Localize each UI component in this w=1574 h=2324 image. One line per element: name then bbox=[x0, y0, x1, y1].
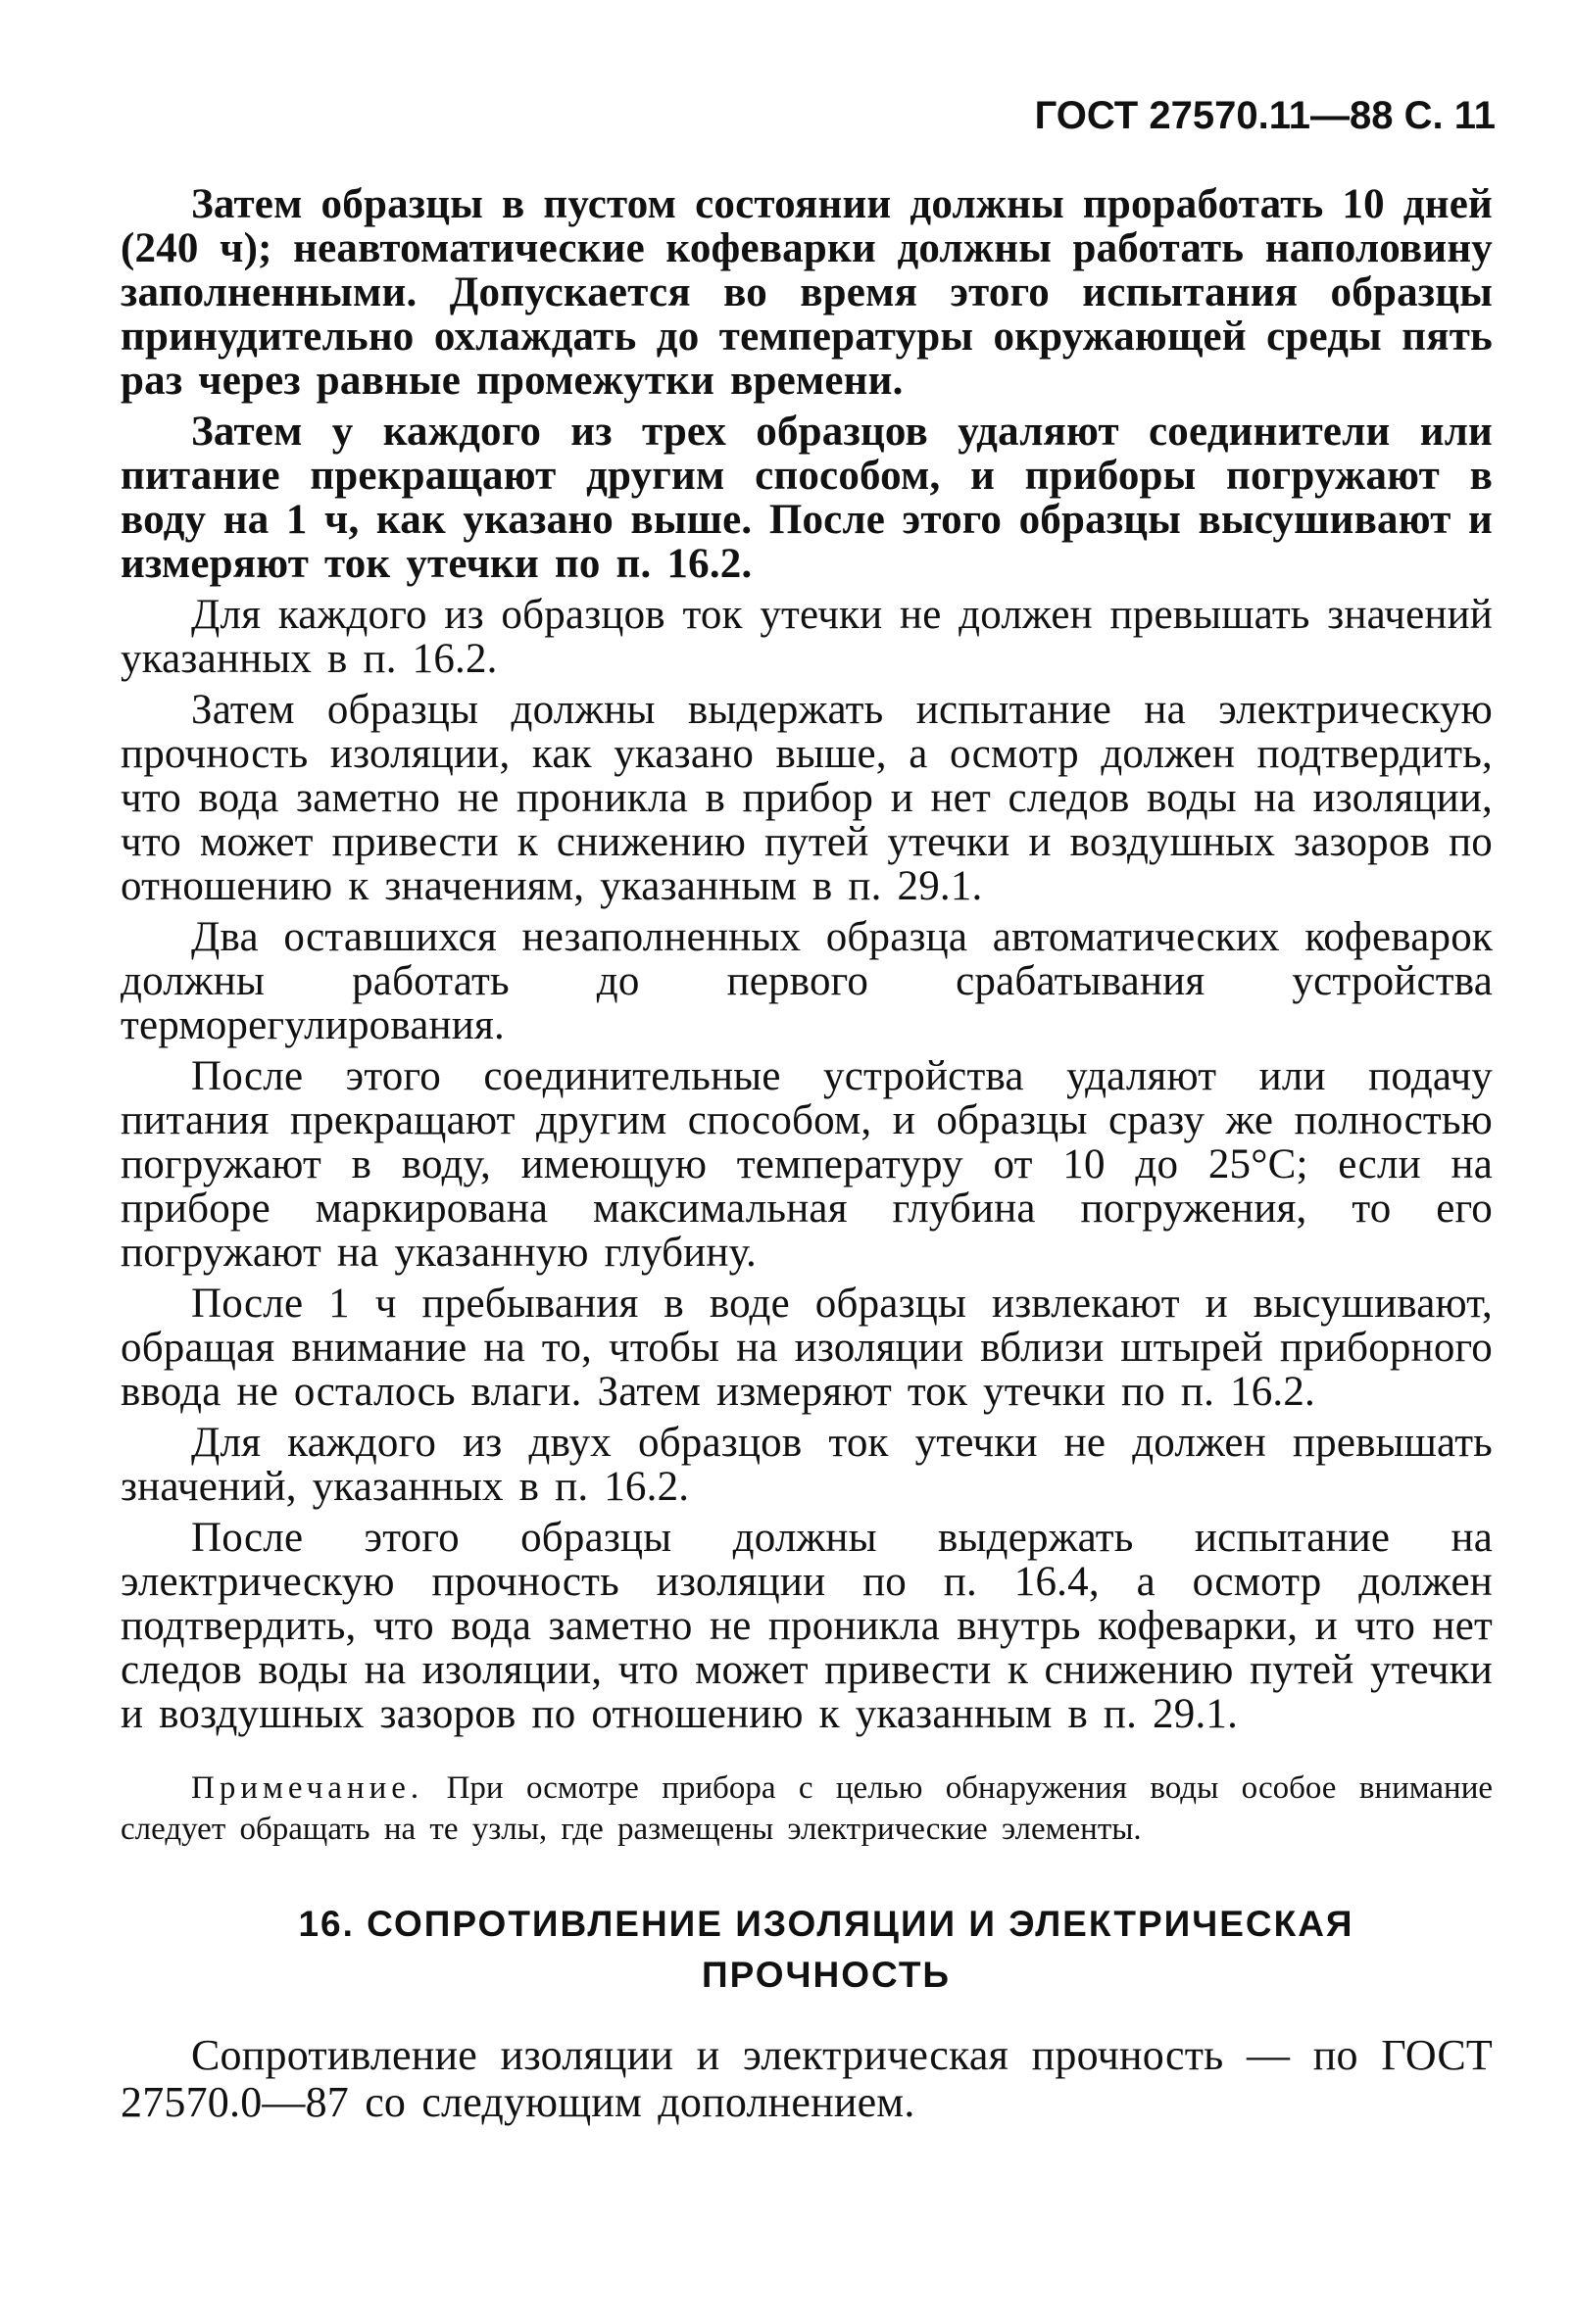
note-label: Примечание. bbox=[191, 1770, 424, 1806]
paragraph-3: Для каждого из образцов ток утечки не должен превышать значений указанных в п. 16.2. bbox=[121, 592, 1493, 682]
section-heading-line-2: ПРОЧНОСТЬ bbox=[701, 1955, 952, 1995]
running-header: ГОСТ 27570.11—88 С. 11 bbox=[1034, 94, 1496, 137]
paragraph-1: Затем образцы в пустом состоянии должны проработать 10 дней (240 ч); неавтоматические кофеварки должны работать наполовину заполненными. Допускается во время этого испытания образцы принудительно охлаждать до температуры окружающей среды пять раз через равные промежутки времени. bbox=[121, 181, 1493, 404]
section-heading bbox=[121, 1899, 1493, 2001]
paragraph-9: После этого образцы должны выдержать испытание на электрическую прочность изоляции по п. 16.4, а осмотр должен подтвердить, что вода заметно не проникла внутрь кофеварки, и что нет следов воды на изоляции, что может привести к снижению путей утечки и воздушных зазоров по отношению к указанным в п. 29.1. bbox=[121, 1515, 1493, 1737]
paragraph-8: Для каждого из двух образцов ток утечки не должен превышать значений, указанных в п. 16.2. bbox=[121, 1420, 1493, 1510]
paragraph-2: Затем у каждого из трех образцов удаляют соединители или питание прекращают другим способом, и приборы погружают в воду на 1 ч, как указано выше. После этого образцы высушивают и измеряют ток утечки по п. 16.2. bbox=[121, 409, 1493, 587]
section-heading-line-1: 16. СОПРОТИВЛЕНИЕ ИЗОЛЯЦИИ И ЭЛЕКТРИЧЕСКАЯ bbox=[298, 1904, 1354, 1944]
paragraph-7: После 1 ч пребывания в воде образцы извлекают и высушивают, обращая внимание на то, чтобы на изоляции вблизи штырей приборного ввода не осталось влаги. Затем измеряют ток утечки по п. 16.2. bbox=[121, 1281, 1493, 1415]
paragraph-4: Затем образцы должны выдержать испытание на электрическую прочность изоляции, как указано выше, а осмотр должен подтвердить, что вода заметно не проникла в прибор и нет следов воды на изоляции, что может привести к снижению путей утечки и воздушных зазоров по отношению к значениям, указанным в п. 29.1. bbox=[121, 687, 1493, 909]
section-paragraph: Сопротивление изоляции и электрическая прочность — по ГОСТ 27570.0—87 со следующим дополнением. bbox=[121, 2031, 1493, 2126]
body-text bbox=[121, 182, 1493, 2133]
paragraph-6: После этого соединительные устройства удаляют или подачу питания прекращают другим способом, и образцы сразу же полностью погружают в воду, имеющую температуру от 10 до 25°С; если на приборе маркирована максимальная глубина погружения, то его погружают на указанную глубину. bbox=[121, 1053, 1493, 1276]
paragraph-5: Два оставшихся незаполненных образца автоматических кофеварок должны работать до первого срабатывания устройства терморегулирования. bbox=[121, 914, 1493, 1048]
note-text: При осмотре прибора с целью обнаружения воды особое внимание следует обращать на те узлы, где размещены электрические элементы. bbox=[121, 1770, 1493, 1847]
note bbox=[121, 1767, 1493, 1850]
